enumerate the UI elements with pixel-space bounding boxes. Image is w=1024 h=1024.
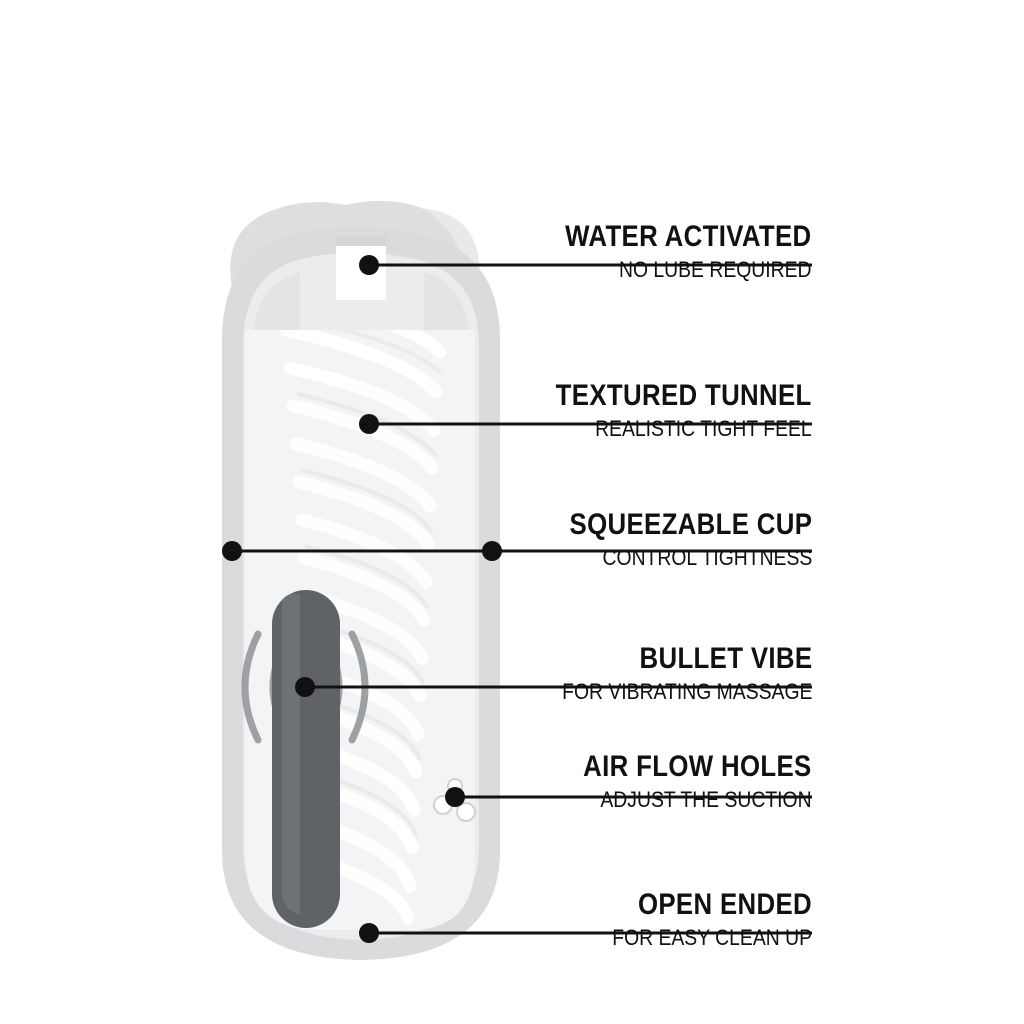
leader-dot-squeezable-cup-left bbox=[222, 541, 242, 561]
callout-subtitle: ADJUST THE SUCTION bbox=[600, 786, 812, 812]
callout-title: OPEN ENDED bbox=[637, 888, 812, 921]
callout-bullet-vibe bbox=[528, 644, 812, 703]
callout-subtitle: FOR EASY CLEAN UP bbox=[612, 924, 812, 950]
callout-subtitle: REALISTIC TIGHT FEEL bbox=[595, 415, 812, 441]
callout-title: SQUEEZABLE CUP bbox=[569, 508, 812, 541]
bullet-highlight bbox=[282, 594, 300, 915]
callout-subtitle: CONTROL TIGHTNESS bbox=[602, 544, 812, 570]
callout-title: WATER ACTIVATED bbox=[565, 220, 812, 253]
top-opening-lip bbox=[336, 236, 386, 246]
leader-dot-air-flow-holes bbox=[445, 787, 465, 807]
callout-water-activated bbox=[525, 222, 812, 281]
callout-open-ended bbox=[585, 890, 812, 949]
leader-dot-bullet-vibe bbox=[295, 677, 315, 697]
callout-title: AIR FLOW HOLES bbox=[583, 750, 812, 783]
callout-subtitle: NO LUBE REQUIRED bbox=[619, 256, 812, 282]
callout-air-flow-holes bbox=[546, 752, 812, 811]
leader-dot-water-activated bbox=[359, 255, 379, 275]
callout-title: TEXTURED TUNNEL bbox=[556, 379, 812, 412]
callout-textured-tunnel bbox=[514, 381, 812, 440]
leader-dot-textured-tunnel bbox=[359, 414, 379, 434]
callout-squeezable-cup bbox=[530, 510, 812, 569]
callout-subtitle: FOR VIBRATING MASSAGE bbox=[561, 678, 812, 704]
callout-title: BULLET VIBE bbox=[639, 642, 812, 675]
leader-dot-squeezable-cup-right bbox=[482, 541, 502, 561]
leader-dot-open-ended bbox=[359, 923, 379, 943]
